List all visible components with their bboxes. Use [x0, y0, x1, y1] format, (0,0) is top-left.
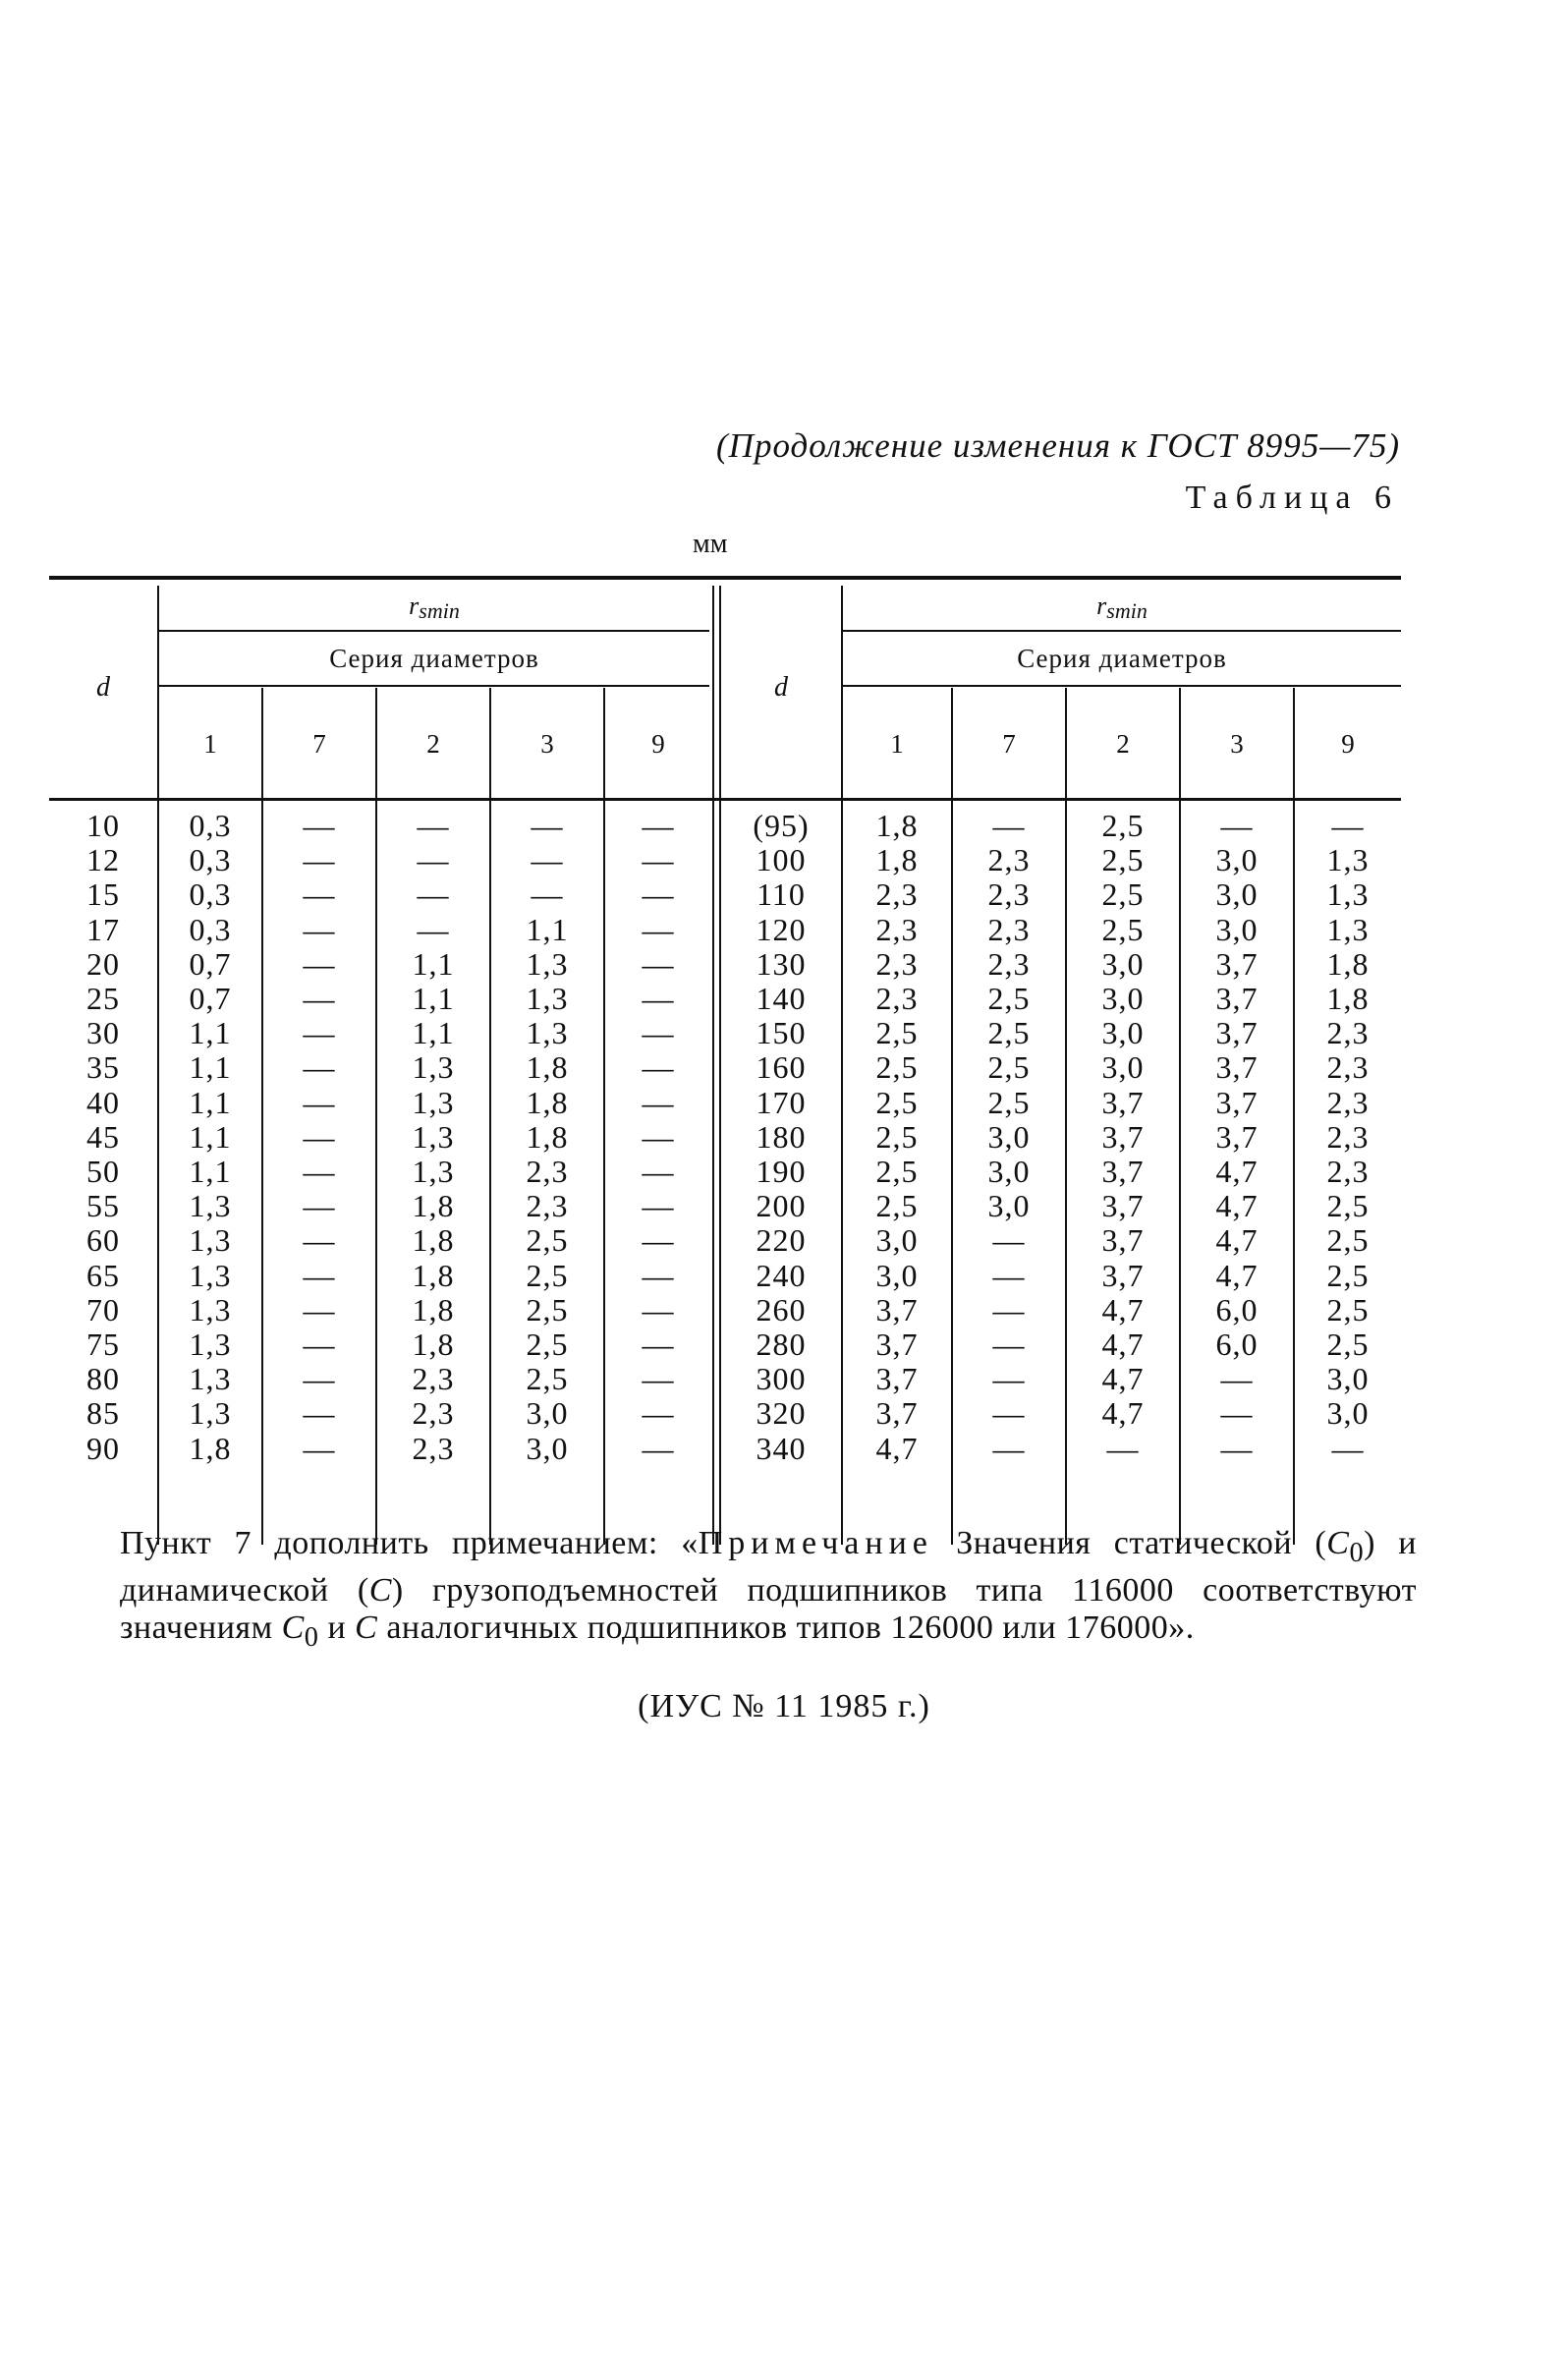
left-d-cell: 35: [86, 1049, 120, 1086]
left-value-cell: 1,1: [412, 1015, 455, 1051]
table-row: [49, 1396, 1401, 1431]
table-top-rule: [49, 576, 1401, 580]
right-value-cell: 2,3: [1326, 1049, 1370, 1086]
right-value-cell: 2,5: [1326, 1222, 1370, 1259]
left-value-cell: —: [303, 1395, 336, 1432]
left-value-cell: 1,8: [412, 1222, 455, 1259]
table-row: [49, 1086, 1401, 1120]
table-row: [49, 843, 1401, 877]
left-value-cell: —: [303, 1049, 336, 1086]
right-value-cell: 3,0: [1215, 911, 1259, 947]
right-value-cell: —: [992, 808, 1026, 843]
table-row: [49, 982, 1401, 1016]
left-value-cell: —: [303, 808, 336, 843]
left-value-cell: —: [303, 1015, 336, 1051]
right-value-cell: 4,7: [1215, 1257, 1259, 1293]
left-value-cell: 1,8: [189, 1430, 232, 1466]
table-row: [49, 1050, 1401, 1085]
right-value-cell: 2,3: [875, 911, 919, 947]
left-series-header: Серия диаметров: [329, 644, 539, 673]
right-value-cell: 4,7: [1101, 1291, 1145, 1327]
right-value-cell: —: [992, 1430, 1026, 1466]
left-d-cell: 70: [86, 1291, 120, 1327]
right-value-cell: 2,5: [1326, 1257, 1370, 1293]
right-d-cell: 170: [756, 1084, 807, 1120]
right-d-cell: 300: [756, 1361, 807, 1397]
left-value-cell: —: [303, 842, 336, 878]
left-value-cell: 0,3: [189, 842, 232, 878]
right-value-cell: 3,7: [1101, 1188, 1145, 1224]
note-text-2: ) и динамической (: [120, 1525, 1417, 1609]
right-d-cell: 200: [756, 1188, 807, 1224]
left-value-cell: 1,8: [526, 1084, 569, 1120]
left-r-symbol: r: [409, 592, 420, 620]
left-value-cell: —: [303, 945, 336, 982]
left-value-cell: 2,3: [526, 1154, 569, 1189]
right-value-cell: 2,3: [1326, 1154, 1370, 1189]
right-d-cell: 180: [756, 1118, 807, 1155]
right-value-cell: 3,7: [1215, 945, 1259, 982]
right-d-cell: 190: [756, 1154, 807, 1189]
left-value-cell: —: [531, 842, 564, 878]
right-value-cell: 3,0: [987, 1154, 1031, 1189]
right-value-cell: 2,3: [987, 945, 1031, 982]
right-value-cell: —: [992, 1257, 1026, 1293]
right-value-cell: 3,0: [987, 1188, 1031, 1224]
right-value-cell: 2,3: [1326, 1084, 1370, 1120]
right-value-cell: 3,7: [1101, 1118, 1145, 1155]
right-value-cell: 2,3: [875, 876, 919, 913]
right-d-cell: (95): [753, 808, 810, 843]
left-value-cell: 1,1: [189, 1084, 232, 1120]
left-d-cell: 12: [86, 842, 120, 878]
left-value-cell: 0,7: [189, 981, 232, 1016]
left-d-cell: 80: [86, 1361, 120, 1397]
left-value-cell: 1,8: [412, 1188, 455, 1224]
left-series-9: 9: [651, 729, 665, 759]
left-value-cell: —: [303, 1291, 336, 1327]
right-d-cell: 280: [756, 1327, 807, 1362]
right-value-cell: 3,0: [1101, 981, 1145, 1016]
left-value-cell: 1,1: [412, 945, 455, 982]
table-row: [49, 1016, 1401, 1050]
note-c0-symbol-2: C: [281, 1609, 305, 1646]
right-value-cell: —: [1106, 1430, 1140, 1466]
header-bottom-rule: [49, 798, 1401, 801]
right-value-cell: 3,0: [1101, 945, 1145, 982]
left-value-cell: —: [303, 1188, 336, 1224]
left-d-cell: 40: [86, 1084, 120, 1120]
right-value-cell: 3,0: [1326, 1361, 1370, 1397]
left-r-header: [159, 593, 709, 622]
left-value-cell: 1,8: [526, 1118, 569, 1155]
left-value-cell: 2,5: [526, 1291, 569, 1327]
left-value-cell: —: [642, 1257, 675, 1293]
left-value-cell: —: [303, 1084, 336, 1120]
note-text-4: и: [318, 1609, 356, 1646]
right-value-cell: 3,7: [1215, 1118, 1259, 1155]
left-value-cell: 2,3: [412, 1395, 455, 1432]
left-d-cell: 45: [86, 1118, 120, 1155]
left-d-cell: 15: [86, 876, 120, 913]
left-d-cell: 20: [86, 945, 120, 982]
right-value-cell: 2,5: [875, 1188, 919, 1224]
left-value-cell: 2,5: [526, 1257, 569, 1293]
left-d-cell: 17: [86, 911, 120, 947]
left-value-cell: 0,3: [189, 911, 232, 947]
right-value-cell: 2,5: [875, 1015, 919, 1051]
right-value-cell: —: [1331, 1430, 1365, 1466]
right-r-symbol: r: [1096, 592, 1107, 620]
table-row: [49, 913, 1401, 947]
right-d-cell: 220: [756, 1222, 807, 1259]
left-value-cell: 1,3: [526, 1015, 569, 1051]
right-value-cell: 3,7: [1101, 1084, 1145, 1120]
right-value-cell: —: [992, 1361, 1026, 1397]
right-value-cell: 2,5: [875, 1118, 919, 1155]
left-value-cell: —: [303, 1430, 336, 1466]
right-value-cell: 3,0: [1101, 1015, 1145, 1051]
left-value-cell: —: [642, 1395, 675, 1432]
left-value-cell: —: [417, 808, 450, 843]
right-value-cell: —: [1220, 1361, 1254, 1397]
left-value-cell: 1,8: [412, 1327, 455, 1362]
note-c0-subscript: 0: [1349, 1537, 1365, 1568]
rule-right-r: [843, 630, 1401, 632]
right-value-cell: 3,7: [875, 1361, 919, 1397]
right-value-cell: 1,3: [1326, 876, 1370, 913]
right-d-cell: 120: [756, 911, 807, 947]
left-value-cell: —: [303, 1257, 336, 1293]
left-value-cell: 1,8: [526, 1049, 569, 1086]
left-value-cell: 1,3: [189, 1222, 232, 1259]
table-row: [49, 877, 1401, 912]
right-value-cell: 1,3: [1326, 911, 1370, 947]
left-series-1: 1: [203, 729, 217, 759]
left-d-cell: 85: [86, 1395, 120, 1432]
right-value-cell: 1,8: [875, 842, 919, 878]
note-c-symbol-2: C: [355, 1609, 378, 1646]
note-text-1: Значения статической (: [932, 1525, 1327, 1561]
left-d-cell: 30: [86, 1015, 120, 1051]
right-value-cell: 2,3: [875, 981, 919, 1016]
right-value-cell: 2,3: [875, 945, 919, 982]
rule-left-series: [159, 685, 709, 687]
right-value-cell: 1,3: [1326, 842, 1370, 878]
left-value-cell: —: [642, 1222, 675, 1259]
right-value-cell: 2,5: [1326, 1291, 1370, 1327]
left-d-cell: 60: [86, 1222, 120, 1259]
right-value-cell: 6,0: [1215, 1291, 1259, 1327]
left-value-cell: —: [642, 1084, 675, 1120]
right-value-cell: —: [992, 1291, 1026, 1327]
left-value-cell: 1,1: [412, 981, 455, 1016]
bearing-table: [49, 576, 1401, 1545]
table-row: [49, 1327, 1401, 1362]
left-value-cell: —: [642, 945, 675, 982]
left-series-7: 7: [312, 729, 326, 759]
right-value-cell: 1,8: [1326, 945, 1370, 982]
left-value-cell: —: [303, 876, 336, 913]
left-value-cell: —: [642, 1154, 675, 1189]
left-value-cell: 1,3: [189, 1361, 232, 1397]
left-value-cell: 1,3: [189, 1291, 232, 1327]
left-value-cell: 2,5: [526, 1327, 569, 1362]
right-value-cell: 2,3: [987, 842, 1031, 878]
right-value-cell: 2,3: [987, 911, 1031, 947]
left-d-cell: 75: [86, 1327, 120, 1362]
left-value-cell: —: [642, 1291, 675, 1327]
right-value-cell: 3,0: [987, 1118, 1031, 1155]
right-d-cell: 260: [756, 1291, 807, 1327]
right-value-cell: 2,5: [987, 981, 1031, 1016]
table-row: [49, 947, 1401, 982]
table-row: [49, 1155, 1401, 1189]
units-label: мм: [693, 529, 728, 559]
right-value-cell: 3,7: [1215, 1084, 1259, 1120]
right-value-cell: 3,0: [875, 1222, 919, 1259]
note-c-symbol: C: [368, 1571, 392, 1609]
right-value-cell: 2,5: [1101, 876, 1145, 913]
left-value-cell: 1,1: [189, 1049, 232, 1086]
right-value-cell: 3,7: [875, 1395, 919, 1432]
right-value-cell: 3,7: [875, 1291, 919, 1327]
left-value-cell: —: [642, 1361, 675, 1397]
right-value-cell: 3,7: [1215, 981, 1259, 1016]
right-value-cell: 2,5: [1326, 1188, 1370, 1224]
left-d-cell: 90: [86, 1430, 120, 1466]
right-value-cell: —: [992, 1395, 1026, 1432]
right-value-cell: 2,5: [875, 1049, 919, 1086]
note-lead: Пункт 7 дополнить примечанием: «: [120, 1525, 699, 1561]
left-value-cell: —: [642, 876, 675, 913]
continuation-header: (Продолжение изменения к ГОСТ 8995—75): [716, 426, 1400, 465]
right-value-cell: 2,5: [875, 1154, 919, 1189]
left-series-2: 2: [426, 729, 440, 759]
left-value-cell: —: [303, 981, 336, 1016]
left-value-cell: —: [417, 876, 450, 913]
right-d-cell: 100: [756, 842, 807, 878]
right-r-subscript: smin: [1106, 598, 1148, 623]
table-row: [49, 1223, 1401, 1258]
right-value-cell: 3,0: [1215, 876, 1259, 913]
left-value-cell: 2,3: [526, 1188, 569, 1224]
left-d-header: d: [96, 672, 110, 703]
left-value-cell: 1,3: [189, 1188, 232, 1224]
left-value-cell: —: [303, 1154, 336, 1189]
right-value-cell: 4,7: [1215, 1222, 1259, 1259]
left-value-cell: 1,8: [412, 1257, 455, 1293]
right-d-cell: 340: [756, 1430, 807, 1466]
left-value-cell: —: [642, 808, 675, 843]
left-value-cell: —: [642, 842, 675, 878]
right-value-cell: 2,3: [987, 876, 1031, 913]
right-value-cell: —: [1331, 808, 1365, 843]
left-value-cell: —: [303, 1361, 336, 1397]
left-value-cell: 1,1: [189, 1154, 232, 1189]
right-d-cell: 240: [756, 1257, 807, 1293]
left-value-cell: 0,3: [189, 876, 232, 913]
table-row: [49, 1189, 1401, 1223]
left-value-cell: —: [417, 911, 450, 947]
right-value-cell: 2,5: [987, 1084, 1031, 1120]
right-value-cell: —: [992, 1222, 1026, 1259]
left-value-cell: 3,0: [526, 1395, 569, 1432]
right-value-cell: 2,3: [1326, 1015, 1370, 1051]
table-row: [49, 1293, 1401, 1327]
right-value-cell: 2,5: [1101, 808, 1145, 843]
right-d-cell: 140: [756, 981, 807, 1016]
left-value-cell: 1,3: [412, 1118, 455, 1155]
right-value-cell: 4,7: [1101, 1361, 1145, 1397]
left-value-cell: —: [642, 1049, 675, 1086]
note-paragraph: [120, 1525, 1417, 1657]
left-value-cell: 0,7: [189, 945, 232, 982]
right-value-cell: —: [1220, 1430, 1254, 1466]
left-value-cell: 1,3: [526, 945, 569, 982]
right-value-cell: 3,0: [875, 1257, 919, 1293]
left-value-cell: 1,3: [412, 1084, 455, 1120]
rule-right-series: [843, 685, 1401, 687]
right-d-header: d: [774, 672, 788, 703]
right-value-cell: 3,0: [1101, 1049, 1145, 1086]
left-value-cell: 2,3: [412, 1430, 455, 1466]
left-d-cell: 65: [86, 1257, 120, 1293]
right-value-cell: 4,7: [875, 1430, 919, 1466]
right-value-cell: 2,3: [1326, 1118, 1370, 1155]
right-series-9: 9: [1341, 729, 1355, 759]
right-value-cell: 2,5: [987, 1015, 1031, 1051]
left-d-cell: 10: [86, 808, 120, 843]
right-value-cell: 4,7: [1101, 1395, 1145, 1432]
left-value-cell: 1,1: [189, 1015, 232, 1051]
right-value-cell: —: [1220, 808, 1254, 843]
left-value-cell: —: [303, 1327, 336, 1362]
table-row: [49, 1432, 1401, 1466]
right-r-header: [843, 593, 1401, 622]
right-d-cell: 130: [756, 945, 807, 982]
right-value-cell: 3,7: [1215, 1049, 1259, 1086]
right-value-cell: 2,5: [987, 1049, 1031, 1086]
rule-left-r: [159, 630, 709, 632]
right-d-cell: 160: [756, 1049, 807, 1086]
note-c0-symbol: C: [1326, 1525, 1350, 1561]
left-value-cell: 3,0: [526, 1430, 569, 1466]
right-value-cell: 3,7: [1215, 1015, 1259, 1051]
left-value-cell: 1,3: [189, 1395, 232, 1432]
right-value-cell: 3,0: [1326, 1395, 1370, 1432]
left-value-cell: 1,3: [526, 981, 569, 1016]
left-value-cell: —: [417, 842, 450, 878]
table-row: [49, 1362, 1401, 1396]
left-value-cell: —: [531, 876, 564, 913]
right-series-1: 1: [890, 729, 904, 759]
right-d-cell: 320: [756, 1395, 807, 1432]
right-d-cell: 150: [756, 1015, 807, 1051]
right-value-cell: —: [1220, 1395, 1254, 1432]
left-value-cell: —: [642, 1430, 675, 1466]
source-reference: (ИУС № 11 1985 г.): [638, 1688, 930, 1724]
left-d-cell: 55: [86, 1188, 120, 1224]
right-value-cell: 2,5: [1326, 1327, 1370, 1362]
left-value-cell: 1,3: [412, 1154, 455, 1189]
left-value-cell: 1,8: [412, 1291, 455, 1327]
right-value-cell: 3,0: [1215, 842, 1259, 878]
right-value-cell: 3,7: [1101, 1222, 1145, 1259]
right-series-2: 2: [1116, 729, 1130, 759]
note-spaced-word: Примечание: [698, 1525, 933, 1561]
note-text-5: аналогичных подшипников типов 126000 или 176000».: [377, 1609, 1195, 1646]
left-value-cell: 1,3: [189, 1327, 232, 1362]
left-value-cell: —: [642, 911, 675, 947]
right-value-cell: 3,7: [875, 1327, 919, 1362]
right-value-cell: 4,7: [1101, 1327, 1145, 1362]
right-value-cell: 2,5: [875, 1084, 919, 1120]
left-value-cell: —: [531, 808, 564, 843]
right-value-cell: 4,7: [1215, 1154, 1259, 1189]
left-value-cell: 2,5: [526, 1361, 569, 1397]
left-value-cell: —: [303, 911, 336, 947]
left-value-cell: —: [642, 1015, 675, 1051]
left-value-cell: 1,1: [526, 911, 569, 947]
table-row: [49, 1259, 1401, 1293]
left-value-cell: 2,5: [526, 1222, 569, 1259]
left-value-cell: —: [642, 981, 675, 1016]
note-c0-subscript-2: 0: [304, 1621, 319, 1653]
right-value-cell: 3,7: [1101, 1154, 1145, 1189]
right-value-cell: 1,8: [1326, 981, 1370, 1016]
left-value-cell: —: [642, 1188, 675, 1224]
right-value-cell: 2,5: [1101, 842, 1145, 878]
left-value-cell: —: [303, 1118, 336, 1155]
left-series-3: 3: [540, 729, 554, 759]
note-text-3: ) грузоподъемностей подшипников типа 116000 соответствуют значениям: [120, 1571, 1417, 1646]
right-value-cell: 4,7: [1215, 1188, 1259, 1224]
right-value-cell: 2,5: [1101, 911, 1145, 947]
left-value-cell: 0,3: [189, 808, 232, 843]
right-d-cell: 110: [756, 876, 806, 913]
right-series-header: Серия диаметров: [1017, 644, 1227, 673]
right-value-cell: 6,0: [1215, 1327, 1259, 1362]
left-value-cell: 1,1: [189, 1118, 232, 1155]
left-d-cell: 25: [86, 981, 120, 1016]
right-value-cell: 1,8: [875, 808, 919, 843]
table-title: Таблица 6: [1185, 480, 1399, 516]
left-r-subscript: smin: [419, 598, 460, 623]
table-row: [49, 1120, 1401, 1155]
table-row: [49, 809, 1401, 843]
left-value-cell: —: [303, 1222, 336, 1259]
left-value-cell: 2,3: [412, 1361, 455, 1397]
right-series-7: 7: [1002, 729, 1016, 759]
left-value-cell: —: [642, 1118, 675, 1155]
right-value-cell: 3,7: [1101, 1257, 1145, 1293]
left-value-cell: —: [642, 1327, 675, 1362]
left-value-cell: 1,3: [189, 1257, 232, 1293]
left-value-cell: 1,3: [412, 1049, 455, 1086]
right-value-cell: —: [992, 1327, 1026, 1362]
right-series-3: 3: [1230, 729, 1244, 759]
left-d-cell: 50: [86, 1154, 120, 1189]
